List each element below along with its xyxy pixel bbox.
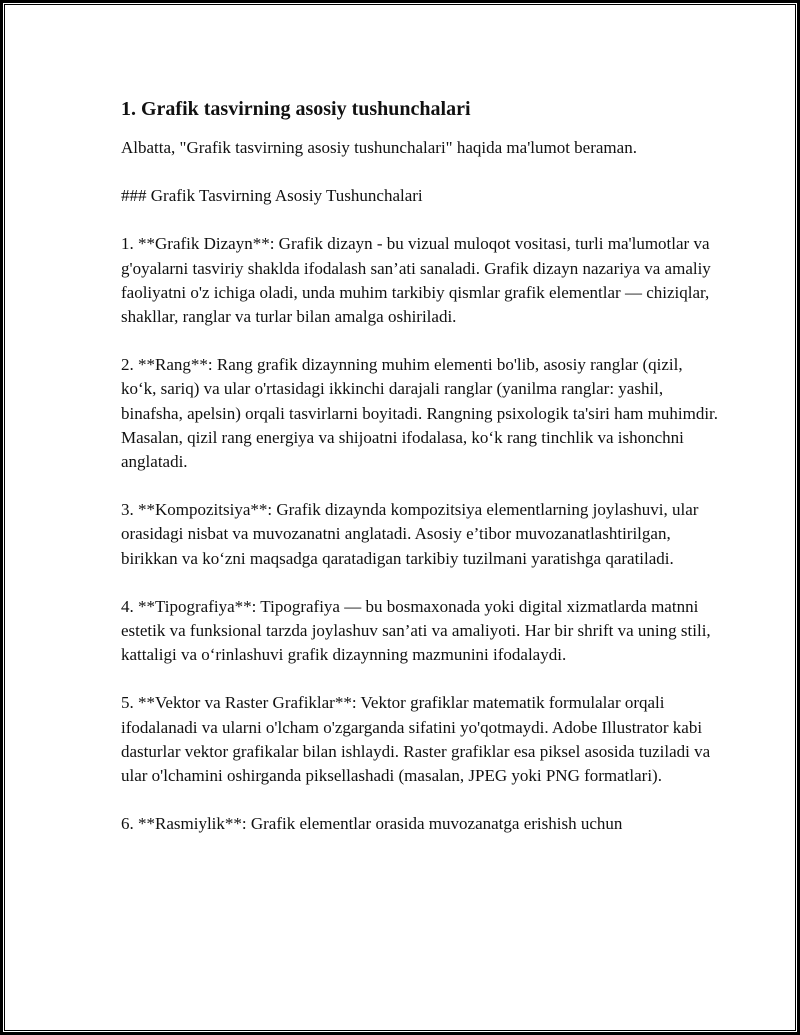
intro-paragraph: Albatta, "Grafik tasvirning asosiy tushunchalari" haqida ma'lumot beraman. (121, 138, 637, 157)
paragraph-rasmiylik: 6. **Rasmiylik**: Grafik elementlar orasida muvozanatga erishish uchun (121, 814, 623, 834)
paragraph-kompozitsiya: 3. **Kompozitsiya**: Grafik dizaynda kompozitsiya elementlarning joylashuvi, ular orasidagi nisbat va muvozanatni anglatadi. Asosiy e’tibor muvozanatlashtirilgan, birikkan va ko‘zni maqsadga qaratadigan tarkibiy tuzilmani yaratishga qaratiladi. (121, 500, 699, 568)
section-heading-paragraph: ### Grafik Tasvirning Asosiy Tushunchalari (121, 186, 423, 206)
document-body (121, 96, 721, 860)
paragraph-tipografiya: 4. **Tipografiya**: Tipografiya — bu bosmaxonada yoki digital xizmatlarda matnni estetik va funksional tarzda joylashuv san’ati va amaliyoti. Har bir shrift va uning stili, kattaligi va o‘rinlashuvi grafik dizaynning mazmunini ifodalaydi. (121, 596, 711, 665)
paragraph-vektor-raster: 5. **Vektor va Raster Grafiklar**: Vektor grafiklar matematik formulalar orqali ifodalanadi va ularni o'lcham o'zgarganda sifatini yo'qotmaydi. Adobe Illustrator kabi dasturlar vektor grafikalar bilan ishlaydi. Raster grafiklar esa piksel asosida tuziladi va ular o'lchamini oshirganda piksellashadi (masalan, JPEG yoki PNG formatlari). (121, 693, 711, 786)
paragraph-rang: 2. **Rang**: Rang grafik dizaynning muhim elementi bo'lib, asosiy ranglar (qizil, ko‘k, sariq) va ular o'rtasidagi ikkinchi darajali ranglar (yanilma ranglar: yashil, binafsha, apelsin) orqali tasvirlarni boyitadi. Rangning psixologik ta'siri ham muhimdir. Masalan, qizil rang energiya va shijoatni ifodalasa, ko‘k rang tinchlik va ishonchni anglatadi. (121, 355, 719, 472)
document-title: 1. Grafik tasvirning asosiy tushunchalari (121, 98, 471, 120)
paragraph-grafik-dizayn: 1. **Grafik Dizayn**: Grafik dizayn - bu vizual muloqot vositasi, turli ma'lumotlar va g'oyalarni tasviriy shaklda ifodalash san’ati sanaladi. Grafik dizayn nazariya va amaliy faoliyatni o'z ichiga oladi, unda muhim tarkibiy qismlar grafik elementlar — chiziqlar, shakllar, ranglar va turlar bilan amalga oshiriladi. (121, 234, 711, 327)
